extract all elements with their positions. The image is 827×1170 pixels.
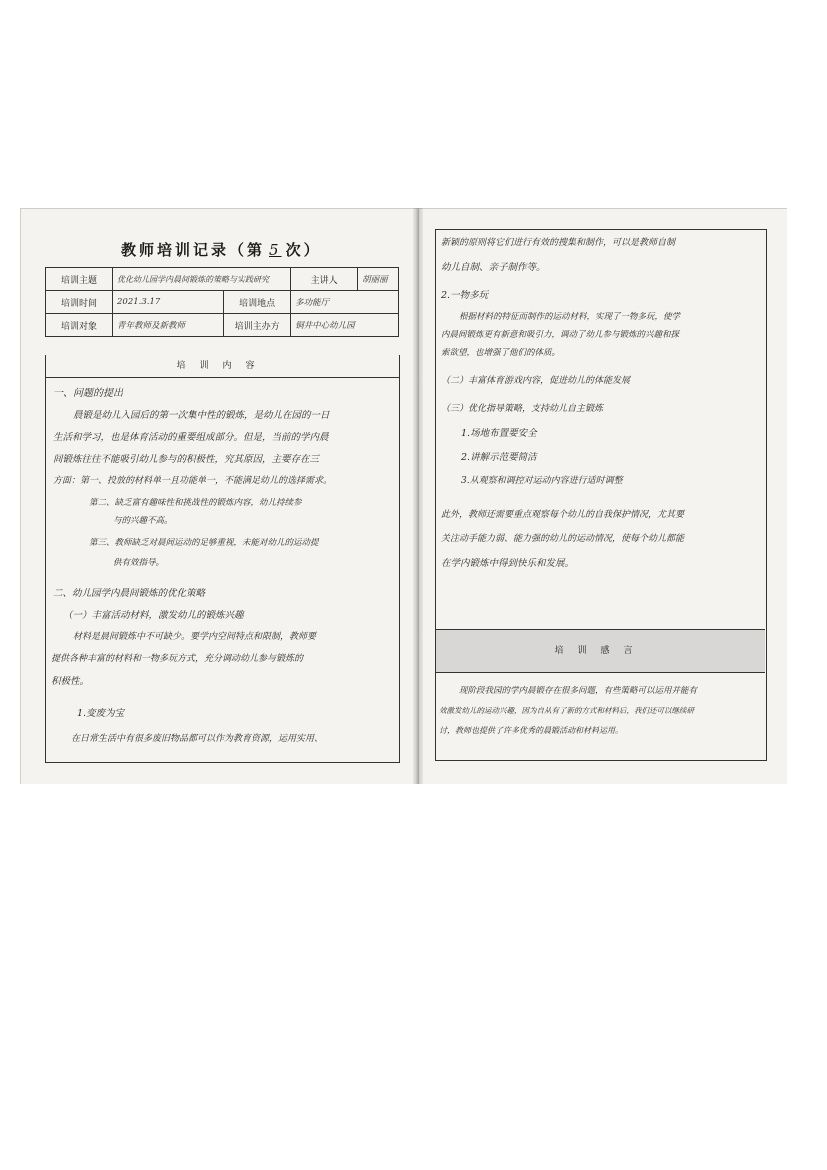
right-line: 2.一物多玩 <box>441 290 489 301</box>
right-line: 3.从观察和调控对运动内容进行适时调整 <box>461 476 623 486</box>
feeling-box <box>436 672 765 758</box>
organizer-label: 培训主办方 <box>224 314 291 337</box>
notebook-photo <box>20 208 787 784</box>
right-line: （三）优化指导策略，支持幼儿自主锻炼 <box>441 404 604 414</box>
right-line: 根据材料的特征而制作的运动材料，实现了一物多玩，使学 <box>459 312 681 322</box>
right-line: 关注动手能力弱、能力强的幼儿的运动情况，使每个幼儿都能 <box>441 534 685 544</box>
left-line: 在日常生活中有很多废旧物品都可以作为教育资源，运用实用、 <box>71 734 324 744</box>
right-line: 新颖的原则将它们进行有效的搜集和制作，可以是教师自制 <box>441 238 676 248</box>
left-line: 间锻炼往往不能吸引幼儿参与的积极性，究其原因，主要存在三 <box>53 454 320 465</box>
left-line: 二、幼儿园学内晨间锻炼的优化策略 <box>53 588 206 599</box>
feeling-line: 讨，教师也提供了许多优秀的晨锻活动和材料运用。 <box>439 726 623 735</box>
info-row-time <box>46 291 399 314</box>
right-line: 此外，教师还需要重点观察每个幼儿的自我保护情况，尤其要 <box>441 510 685 520</box>
record-title <box>121 239 322 260</box>
speaker-label: 主讲人 <box>291 268 358 291</box>
notebook-spine <box>413 208 423 784</box>
info-table <box>45 267 399 337</box>
right-page <box>418 208 787 784</box>
topic-value: 优化幼儿园学内晨间锻炼的策略与实践研究 <box>113 268 291 291</box>
left-line: 提供各种丰富的材料和一物多玩方式，充分调动幼儿参与锻炼的 <box>51 654 304 664</box>
info-row-audience <box>46 314 399 337</box>
left-line: 第二、缺乏富有趣味性和挑战性的锻炼内容，幼儿持续参 <box>89 498 302 508</box>
speaker-value: 胡丽丽 <box>358 268 399 291</box>
left-line: 晨锻是幼儿入园后的第一次集中性的锻炼，是幼儿在园的一日 <box>73 410 330 421</box>
right-line: 2.讲解示范要简洁 <box>461 452 537 463</box>
feeling-line: 现阶段我园的学内晨锻存在很多问题，有些策略可以运用并能有 <box>459 686 698 696</box>
place-value: 多功能厅 <box>291 291 399 314</box>
right-line: 幼儿自制、亲子制作等。 <box>441 262 546 273</box>
audience-value: 青年教师及新教师 <box>113 314 224 337</box>
title-text: 教师培训记录（第 <box>121 241 266 259</box>
content-heading: 培训内容 <box>45 355 400 378</box>
feeling-line: 效激发幼儿的运动兴趣，因为自从有了新的方式和材料后，我们还可以继续研 <box>439 706 694 715</box>
place-label: 培训地点 <box>224 291 291 314</box>
right-line: 在学内锻炼中得到快乐和发展。 <box>441 558 575 569</box>
left-line: 积极性。 <box>51 676 90 687</box>
left-line: 生活和学习，也是体育活动的重要组成部分。但是，当前的学内晨 <box>53 432 329 443</box>
left-line: 1.变废为宝 <box>77 708 125 719</box>
organizer-value: 铜井中心幼儿园 <box>291 314 399 337</box>
title-end: 次） <box>285 241 322 259</box>
right-line: 内晨间锻炼更有新意和吸引力，调动了幼儿参与锻炼的兴趣和探 <box>441 330 680 340</box>
left-line: （一）丰富活动材料，激发幼儿的锻炼兴趣 <box>63 610 244 621</box>
audience-label: 培训对象 <box>46 314 113 337</box>
right-line: （二）丰富体育游戏内容，促进幼儿的体能发展 <box>441 376 631 386</box>
left-line: 材料是晨间锻炼中不可缺少。要学内空间特点和限制，教师要 <box>73 632 317 642</box>
left-line: 方面：第一、投放的材料单一且功能单一，不能满足幼儿的选择需求。 <box>53 476 333 486</box>
session-count: 5 <box>269 241 282 259</box>
left-line: 供有效指导。 <box>113 558 165 568</box>
time-label: 培训时间 <box>46 291 113 314</box>
left-line: 第三、教师缺乏对晨间运动的足够重视，未能对幼儿的运动提 <box>89 538 319 548</box>
right-line: 索欲望，也增强了他们的体质。 <box>441 348 561 358</box>
left-line: 一、问题的提出 <box>53 388 123 399</box>
left-line: 与的兴趣不高。 <box>113 516 173 526</box>
time-value: 2021.3.17 <box>113 291 224 314</box>
topic-label: 培训主题 <box>46 268 113 291</box>
feeling-heading: 培训感言 <box>436 629 765 673</box>
info-row-topic <box>46 268 399 291</box>
right-line: 1.场地布置要安全 <box>461 428 537 439</box>
left-page <box>20 208 420 784</box>
